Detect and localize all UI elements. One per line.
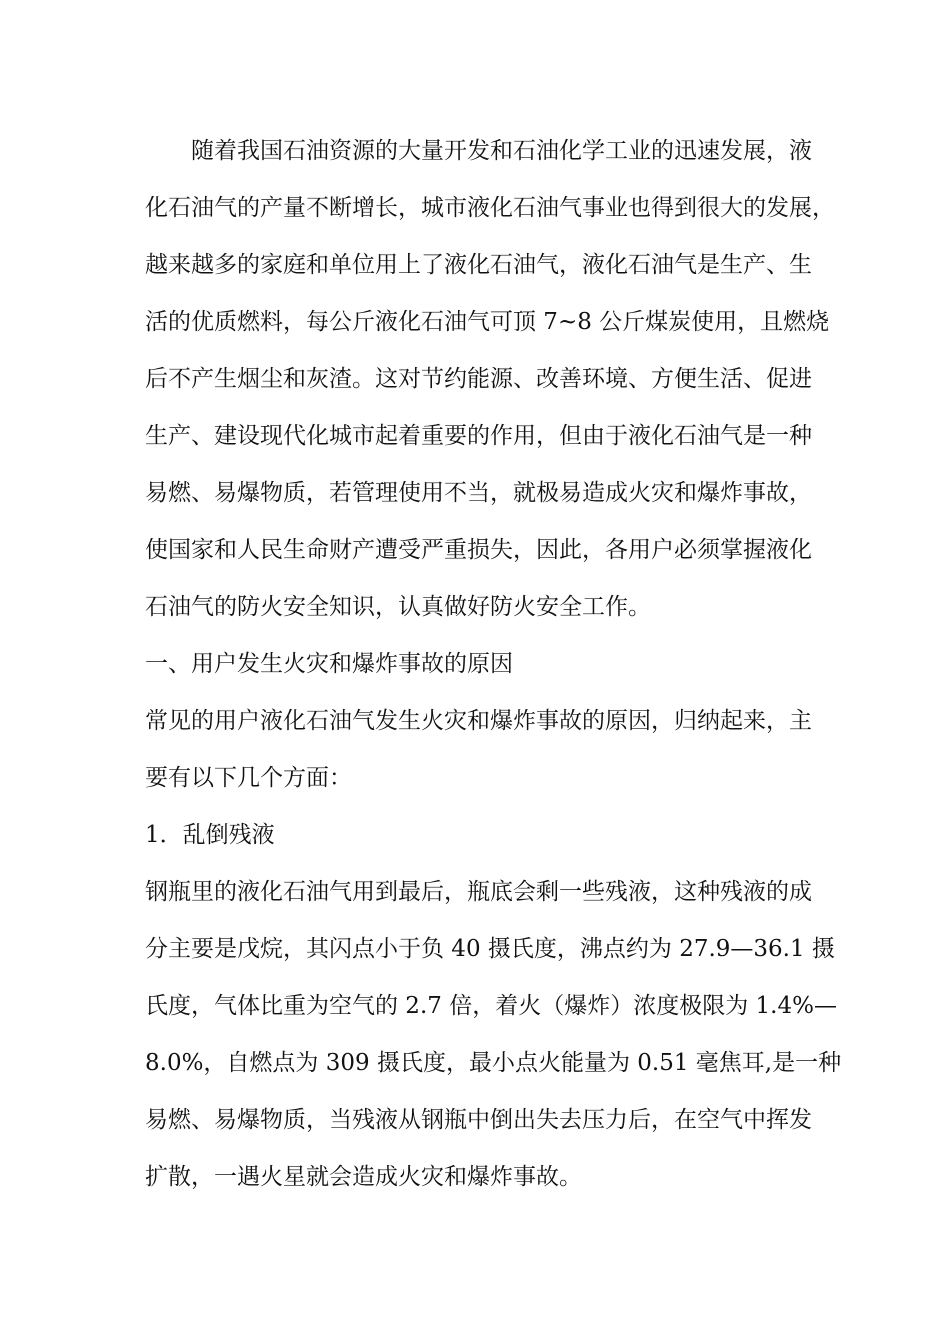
- paragraph-intro-line-2: 化石油气的产量不断增长，城市液化石油气事业也得到很大的发展，: [145, 195, 835, 221]
- paragraph-intro-line-6: 生产、建设现代化城市起着重要的作用，但由于液化石油气是一种: [145, 423, 812, 449]
- paragraph-residue-line-5: 易燃、易爆物质，当残液从钢瓶中倒出失去压力后，在空气中挥发: [145, 1107, 812, 1133]
- paragraph-residue-line-3: 氏度，气体比重为空气的 2.7 倍，着火（爆炸）浓度极限为 1.4%—: [145, 993, 837, 1019]
- paragraph-residue-line-6: 扩散，一遇火星就会造成火灾和爆炸事故。: [145, 1164, 582, 1190]
- paragraph-intro-line-8: 使国家和人民生命财产遭受严重损失，因此，各用户必须掌握液化: [145, 537, 812, 563]
- paragraph-intro-line-7: 易燃、易爆物质，若管理使用不当，就极易造成火灾和爆炸事故，: [145, 480, 812, 506]
- paragraph-intro-line-3: 越来越多的家庭和单位用上了液化石油气，液化石油气是生产、生: [145, 252, 812, 278]
- subsection-heading: 1．乱倒残液: [145, 822, 275, 848]
- paragraph-causes-line-1: 常见的用户液化石油气发生火灾和爆炸事故的原因，归纳起来，主: [145, 708, 812, 734]
- paragraph-residue-line-2: 分主要是戊烷，其闪点小于负 40 摄氏度，沸点约为 27.9—36.1 摄: [145, 936, 835, 962]
- paragraph-residue-line-1: 钢瓶里的液化石油气用到最后，瓶底会剩一些残液，这种残液的成: [145, 879, 812, 905]
- paragraph-intro-line-5: 后不产生烟尘和灰渣。这对节约能源、改善环境、方便生活、促进: [145, 366, 812, 392]
- paragraph-intro-line-4: 活的优质燃料，每公斤液化石油气可顶 7~8 公斤煤炭使用，且燃烧: [145, 309, 830, 335]
- paragraph-residue-line-4: 8.0%，自燃点为 309 摄氏度，最小点火能量为 0.51 毫焦耳,是一种: [145, 1050, 842, 1076]
- paragraph-intro-line-1: 随着我国石油资源的大量开发和石油化学工业的迅速发展，液: [191, 138, 812, 164]
- section-heading: 一、用户发生火灾和爆炸事故的原因: [145, 651, 513, 677]
- paragraph-causes-line-2: 要有以下几个方面：: [145, 765, 352, 791]
- paragraph-intro-line-9: 石油气的防火安全知识，认真做好防火安全工作。: [145, 594, 651, 620]
